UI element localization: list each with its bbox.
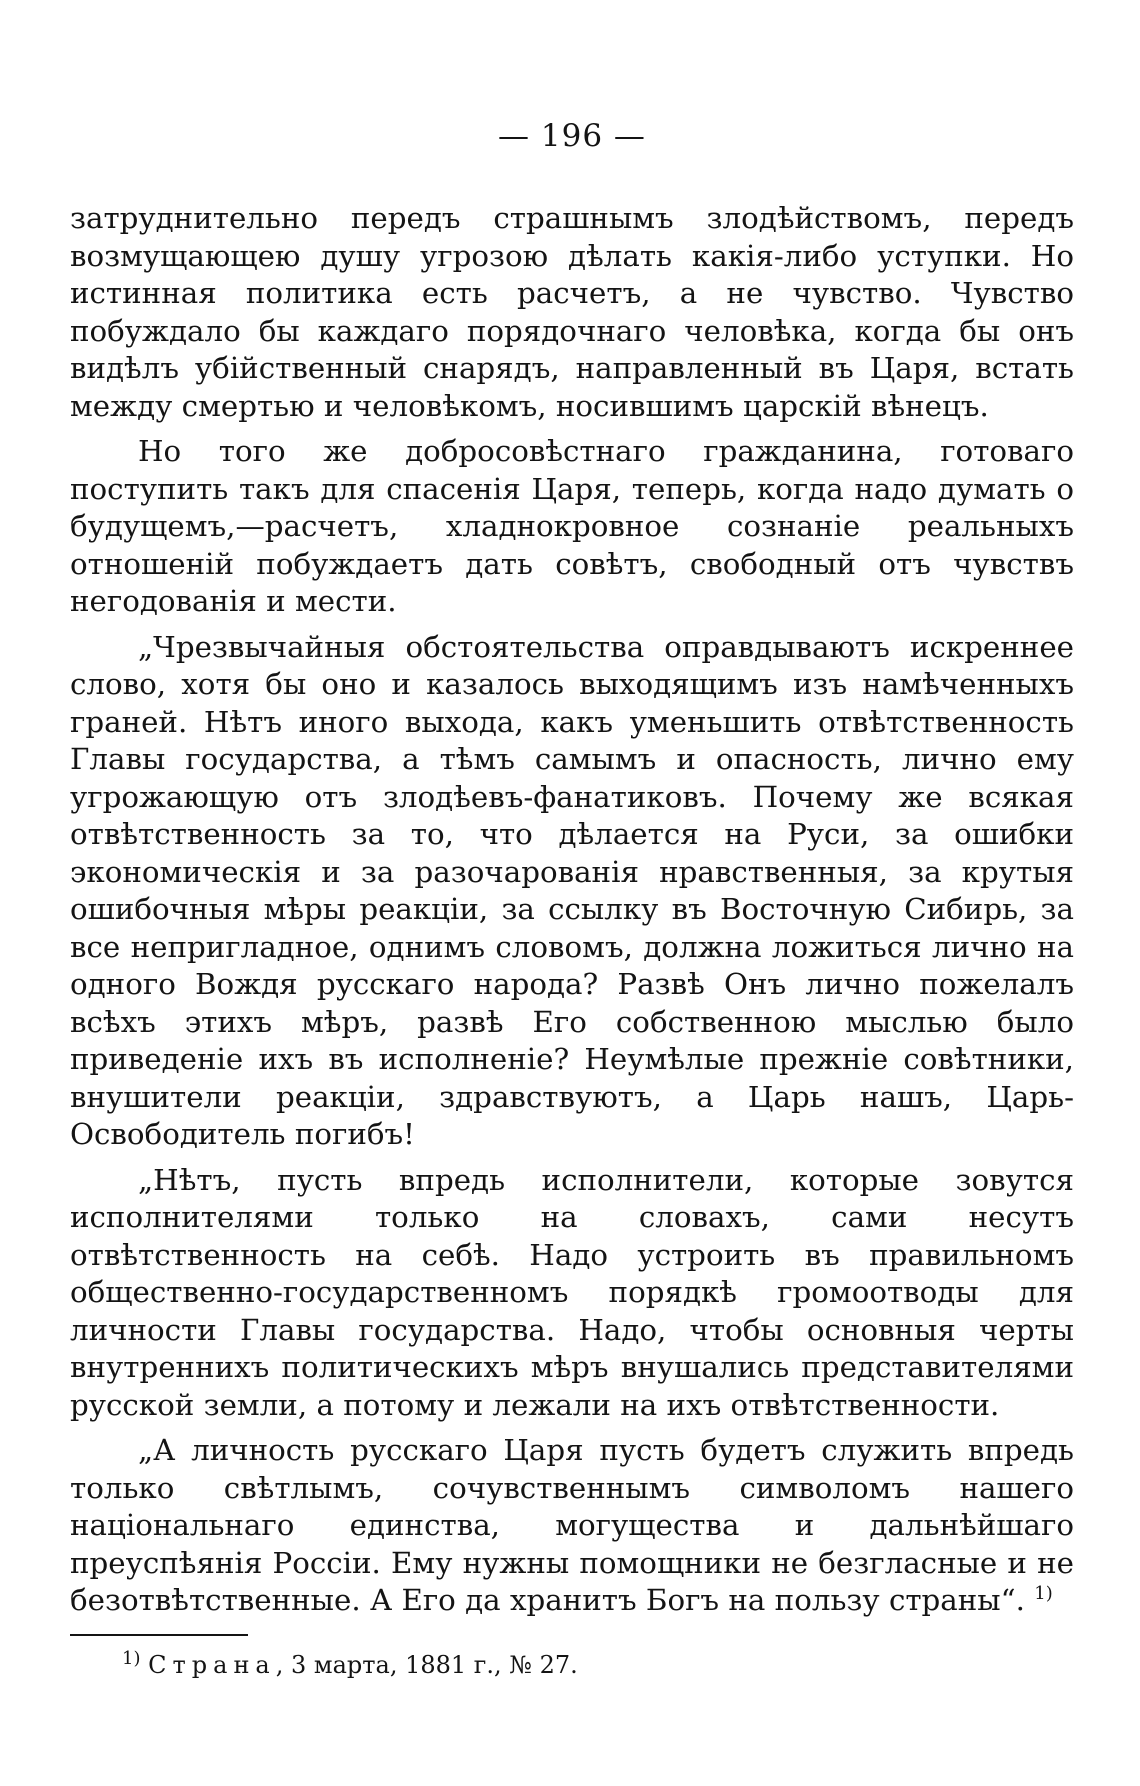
footnote-divider (70, 1634, 248, 1636)
footnote (122, 1647, 1074, 1680)
paragraph-5-text: „А личность русскаго Царя пусть будетъ служить впредь только свѣтлымъ, сочувственнымъ символомъ нашего національнаго единства, могущества и дальнѣйшаго преуспѣянія Россіи. Ему нужны помощники не безгласные и не безотвѣтственные. А Его да хранитъ Богъ на пользу страны“. (70, 1433, 1074, 1617)
paragraph-2: Но того же добросовѣстнаго гражданина, готоваго поступить такъ для спасенія Царя, теперь, когда надо думать о будущемъ,—расчетъ, хладнокровное сознаніе реальныхъ отношеній побуждаетъ дать совѣтъ, свободный отъ чувствъ негодованія и мести. (70, 434, 1074, 618)
paragraph-1: затруднительно передъ страшнымъ злодѣйствомъ, передъ возмущающею душу угрозою дѣлать какія-либо уступки. Но истинная политика есть расчетъ, а не чувство. Чувство побуждало бы каждаго порядочнаго человѣка, когда бы онъ видѣлъ убійственный снарядъ, направленный въ Царя, встать между смертью и человѣкомъ, носившимъ царскій вѣнецъ. (70, 201, 1074, 423)
footnote-source: Страна (148, 1650, 276, 1679)
footnote-details: , 3 марта, 1881 г., № 27. (275, 1650, 578, 1679)
document-page (70, 118, 1074, 1680)
paragraph-5 (70, 1432, 1074, 1620)
footnote-reference: 1) (1034, 1583, 1053, 1605)
page-number: — 196 — (498, 118, 646, 154)
footnote-mark: 1) (122, 1647, 141, 1669)
paragraph-3: „Чрезвычайныя обстоятельства оправдываютъ искреннее слово, хотя бы оно и казалось выходящимъ изъ намѣченныхъ граней. Нѣтъ иного выхода, какъ уменьшить отвѣтственность Главы государства, а тѣмъ самымъ и опасность, лично ему угрожающую отъ злодѣевъ-фанатиковъ. Почему же всякая отвѣтственность за то, что дѣлается на Руси, за ошибки экономическія и за разочарованія нравственныя, за крутыя ошибочныя мѣры реакціи, за ссылку въ Восточную Сибирь, за все непригладное, однимъ словомъ, должна ложиться лично на одного Вождя русскаго народа? Развѣ Онъ лично пожелалъ всѣхъ этихъ мѣръ, развѣ Его собственною мыслью было приведеніе ихъ въ исполненіе? Неумѣлые прежніе совѣтники, внушители реакціи, здравствуютъ, а Царь нашъ, Царь-Освободитель погибъ! (70, 629, 1074, 1151)
paragraph-4: „Нѣтъ, пусть впредь исполнители, которые зовутся исполнителями только на словахъ, сами несутъ отвѣтственность на себѣ. Надо устроить въ правильномъ общественно-государственномъ порядкѣ громоотводы для личности Главы государства. Надо, чтобы основныя черты внутреннихъ политическихъ мѣръ внушались представителями русской земли, а потому и лежали на ихъ отвѣтственности. (70, 1162, 1074, 1422)
